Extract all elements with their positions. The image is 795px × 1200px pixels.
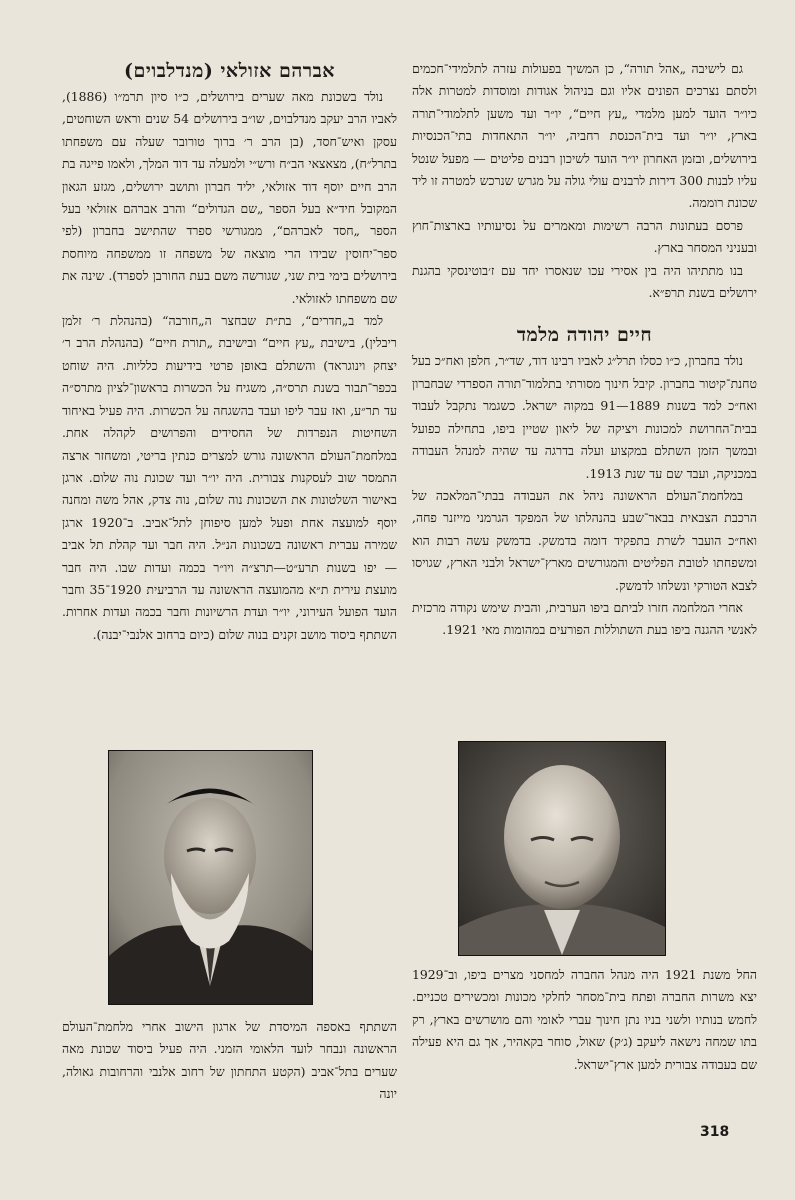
melamed-continuation-text: החל משנת 1921 היה מנהל החברה למחסני מצרים ביפו, וב־1929 יצא משרות החברה ופתח בית־מסחר לחלקי מכונות ומכשירים טכניים. לחמש בנותיו ולשני בניו נתן חינוך עברי לאומי והם מושרשים בארץ, רק בתו שמחה נישאה ליעקב (ג׳ק) שאול, סוחר בקאהיר, אך גם היא פעילה שם בעבודה צבורית למען ארץ־ישראל. xyxy=(412,967,757,1072)
page-number: 318 xyxy=(700,1124,730,1140)
azulai-portrait-photo xyxy=(108,750,313,1005)
right-column xyxy=(412,58,757,642)
son-paragraph: בנו מתתיהו היה בין אסירי עכו שנאסרו יחד עם ז׳בוטינסקי בהגנת ירושלים בשנת תרפ״א. xyxy=(412,262,757,301)
melamed-bio-paragraph-3: אחרי המלחמה חזרו לביתם ביפו הערבית, והבית שימש נקודה מרכזית לאנשי ההגנה ביפו בעת השתוללות הפורעים במהומות מאי 1921. xyxy=(412,599,757,638)
melamed-portrait-photo xyxy=(458,741,666,956)
azulai-continuation-text: השתתף באספה המיסדת של ארגון הישוב אחרי מלחמת־העולם הראשונה ונבחר לועד הלאומי הזמני. היה פעיל ביסוד שכונת מאה שערים בתל־אביב (הקטע התחתון של רחוב אלנבי והרחובות גאולה, יונה xyxy=(62,1019,397,1102)
azulai-continuation-paragraph: גם לישיבה „אהל תורה“, כן המשיך בפעולות עזרה לתלמידי־חכמים ולסתם נצרכים הפונים אליו וגם בניהול אגודות ומוסדות למטרות אלה כיו״ר הועד למען מלמדי „עץ חיים“, יו״ר ועד משען לתלמודי־תורה בארץ, יו״ר ועד בית־הכנסת רחביה, יו״ר התאחדות בתי־הכנסיות בירושלים, ובזמן האחרון יו״ר הועד לשיכון רבנים פליטים — מפעל שנטל עליו לבנות 300 דירות לרבנים עולי גולה על מגרש שנרכש למטרה זו ליד שכונת רוממה. xyxy=(412,61,757,211)
publications-paragraph: פרסם בעתונות הרבה רשימות ומאמרים על נסיעותיו בארצות־חוץ ובעניני המסחר בארץ. xyxy=(412,217,757,256)
left-column xyxy=(62,58,397,646)
azulai-bio-paragraph-1: נולד בשכונת מאה שערים בירושלים, כ״ו סיון תרמ״ו (1886), לאביו הרב יעקב מנדלבוים, שו״ב בירושלים 54 שנים וראש השוחטים, עסקן ואיש־חסד, (בן הרב ר׳ ברוך טורובר שעלה עם משפחתו בתרל״ח), מצאצאי הב״ח ורש״י ולמעלה עד דוד המלך, ולאמו פייגה בת הרב חיים יוסף דוד אזולאי, יליד חברון ותושב ירושלים, מגזע הגאון המקובל חיד״א בעל הספר „שם הגדולים“ והרב אברהם אזולאי בעל הספר „חסד לאברהם“, ממגורשי ספרד שהתישב בחברון (לפי ספר־יחוסין שבידו הרי מוצאה של משפחה זו ממשפחה מיוחסת בירושלים בימי בית שני, שגורשה משם בעת החורבן לספרד). שינה את שם משפחתו לאזולאי. xyxy=(62,89,397,306)
azulai-bio-paragraph-2: למד ב„חדרים“, בת״ת שבחצר ה„חורבה“ (בהנהלת ר׳ זלמן ריבלין), בישיבת „עץ חיים“ ובישיבת „תורת חיים“ (בהנהלת הרב ר׳ יצחק וינוגראד) והשתלם באופן פרטי בידיעות כלליות. היה שוחט בכפר־תבור בשנת תרס״ה, משגיח על הכשרות בראשון־לציון מתרס״ה עד תר״ע, ואז עבר ליפו ועבד בהשגחה על הכשרות. היה פעיל באיחוד השחיטות הנפרדות של החסידים והפרושים לקהלה אחת. במלחמת־העולם הראשונה גורש למצרים כנתין בריטי, ומשחזר ארצה התמסר שוב לעסקנות צבורית. היה יו״ר ועד שכונת נוה שלום. ארגן באישור השלטונות את השכונות נוה שלום, נוה צדק, אהל משה ומחנה יוסף למועצה אחת ופעל למען סיפוחן לתל־אביב. ב־1920 ארגן שמירה עברית ראשונה בשכונות הנ״ל. היה חבר ועד קהלת תל אביב — יפו בשנות תרע״ט—תרצ״ה ויו״ר בכמה ועדות שבו. היה חבר מועצת עירית ת״א מהמועצה הראשונה עד הרביעית 1920־35 וחבר הועד הפועל העירוני, יו״ר ועדת הרשיונות וחבר בכמה ועדות אחרות. השתתף ביסוד מושב זקנים בנוה שלום (כיום ברחוב אלנבי־יבנה). xyxy=(62,313,397,642)
melamed-bio-paragraph-1: נולד בחברון, כ״ו כסלו תרל״ג לאביו רבינו דוד, שד״ר, חלפן ואח״כ בעל טחנת־קיטור בחברון. קיבל חינוך מסורתי בתלמוד־תורה הספרדי שבחברון ואח״כ למד בשנות 1889—91 במקוה ישראל. כשגמר נתקבל לעבוד בבית־החרושת למכונות ויציקה של ליאון שטיין ביפו, בתחילה כפועל ובמשך הזמן השתלם במקצוע ועלה בדרגה עד שהיה למנהל העבודה במכניקה, ועבד שם עד שנת 1913. xyxy=(412,353,757,481)
melamed-heading: חיים יהודה מלמד xyxy=(516,324,653,347)
azulai-heading: אברהם אזולאי (מנדלבוים) xyxy=(124,60,335,82)
melamed-bio-paragraph-2: במלחמת־העולם הראשונה ניהל את העבודה בבתי־המלאכה של הרכבת הצבאית בבאר־שבע בהנהלתו של המפקד הגרמני מייזנר פחה, ואח״כ הועבר לשרת בתפקיד דומה בדמשק. בדמשק עשה רבות הוא ומשפחתו לטובת הפליטים והמגורשים מארץ־ישראל ולבני הארץ, שגויסו לצבא הטורקי ונשלחו לדמשק. xyxy=(412,487,757,593)
